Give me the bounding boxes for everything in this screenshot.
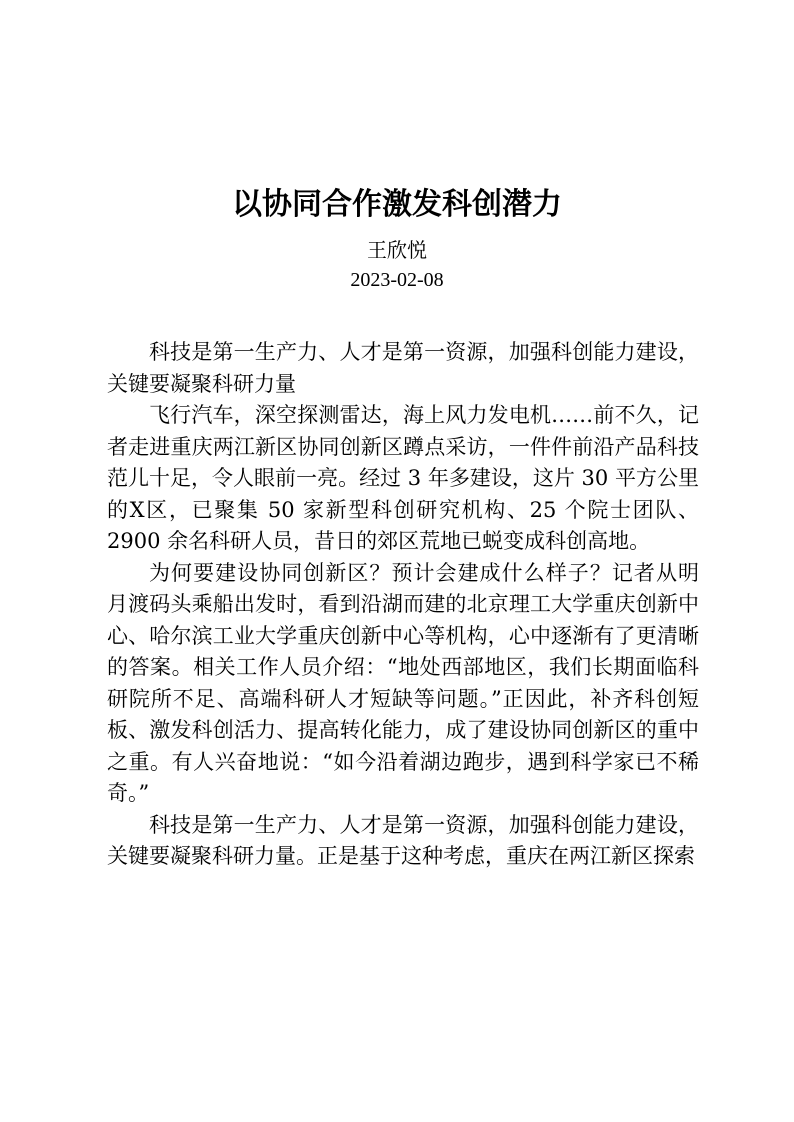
paragraph-4: 科技是第一生产力、人才是第一资源，加强科创能力建设，关键要凝聚科研力量。正是基于这种考虑，重庆在两江新区探索 — [107, 812, 699, 868]
article-date: 2023-02-08 — [350, 269, 444, 291]
paragraph-3: 为何要建设协同创新区？预计会建成什么样子？记者从明 月渡码头乘船出发时，看到沿湖而建的北京理工大学重庆创新中心、哈尔滨工业大学重庆创新中心等机构，心中逐渐有了更清晰的答案。相关工作人员介绍：“地处西部地区，我们长期面临科研院所不足、高端科研人才短缺等问题。”正因此，补齐科创短板、激发科创活力、提高转化能力，成了建设协同创新区的重中之重。有人兴奋地说：“如今沿着湖边跑步，遇到科学家已不稀奇。” — [107, 560, 699, 805]
article-body — [107, 337, 699, 873]
article-author: 王欣悦 — [367, 238, 427, 262]
article-title: 以协同合作激发科创潜力 — [232, 187, 562, 222]
paragraph-2: 飞行汽车，深空探测雷达，海上风力发电机……前不久，记者走进重庆两江新区协同创新区蹲点采访，一件件前沿产品科技范儿十足，令人眼前一亮。经过 3 年多建设，这片 30 平方公里的X区，已聚集 50 家新型科创研究机构、25 个院士团队、2900 余名科研人员，昔日的郊区荒地已蜕变成科创高地。 — [107, 403, 699, 553]
paragraph-1: 科技是第一生产力、人才是第一资源，加强科创能力建设，关键要凝聚科研力量 — [107, 340, 699, 396]
